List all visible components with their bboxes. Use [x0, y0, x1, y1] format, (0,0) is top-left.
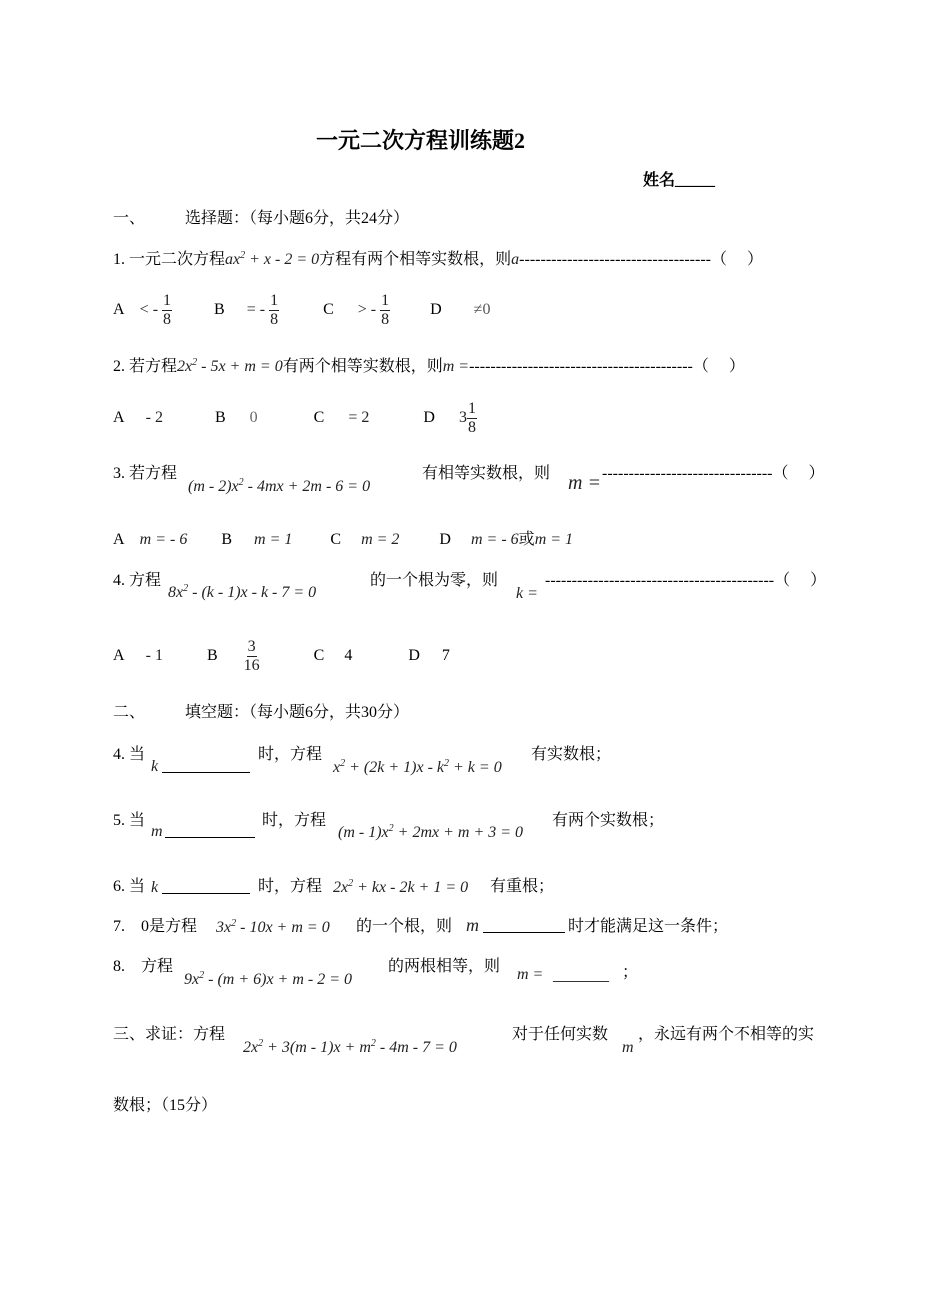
- q1-option-d-label: D: [430, 301, 442, 319]
- f8-mid: 的两根相等，则: [388, 958, 501, 975]
- q4-option-b-label: B: [207, 647, 218, 665]
- f7-prefix: 7. 0是方程: [113, 918, 198, 935]
- q4-option-a-value: - 1: [145, 647, 163, 665]
- f5-end: 有两个实数根；: [552, 812, 665, 829]
- f7-answer-blank[interactable]: [483, 916, 565, 933]
- q4-option-a-label: A: [113, 647, 124, 665]
- q4-option-c-value: 4: [344, 647, 353, 665]
- q3-option-a-value: m = - 6: [139, 531, 188, 548]
- q4-option-b-fraction: $\frac{3}{16}$: [243, 638, 260, 674]
- q1-equation: $ax^2 + x - 2 = 0$: [225, 250, 320, 268]
- section-3-equation: $2x^2 + 3(m - 1)x + m^2 - 4m - 7 = 0$: [243, 1038, 457, 1056]
- f4-variable-line: [151, 756, 250, 776]
- q3-text-line: [422, 464, 550, 484]
- section-2-number: 二、: [113, 704, 146, 721]
- q2-option-a-label: A: [113, 409, 124, 427]
- f4-end: 有实数根；: [531, 746, 612, 763]
- q4-option-d-value: 7: [441, 647, 450, 665]
- section-3-end: ，永远有两个不相等的实: [638, 1026, 815, 1043]
- q1-answer-paren: （ ）: [710, 251, 763, 268]
- q4-dashes: -------------------------------------------: [545, 572, 775, 589]
- q2-equation: $2x^2 - 5x + m = 0$: [177, 357, 283, 375]
- section-1-heading: 选择题：（每小题6分，共24分）: [185, 210, 410, 227]
- q3-text: 有相等实数根，则: [422, 465, 551, 482]
- f5-mid: 时，方程: [262, 812, 327, 829]
- f7-end: 时才能满足这一条件；: [568, 918, 729, 935]
- question-3: [113, 464, 177, 484]
- q2-option-b-label: B: [215, 409, 226, 427]
- q2-option-d-label: D: [423, 409, 435, 427]
- q3-prefix: 3. 若方程: [113, 465, 178, 482]
- f6-equation: $2x^2$ + kx - 2k + 1 = 0: [333, 878, 469, 896]
- q2-option-a-value: - 2: [145, 409, 163, 427]
- f4-answer-blank[interactable]: [162, 756, 250, 773]
- q4-equation: $8x^2 - (k - 1)x - k - 7 = 0$: [168, 583, 317, 601]
- q1-option-c-op: > -: [357, 301, 377, 319]
- f6-variable: k: [151, 879, 159, 896]
- f8-answer-blank[interactable]: _______: [553, 967, 609, 984]
- q2-answer-paren: （ ）: [692, 358, 745, 375]
- q4-tail: [545, 571, 826, 591]
- f4-prefix: 4. 当: [113, 746, 146, 763]
- q3-options: [113, 530, 573, 550]
- q3-answer-paren: （ ）: [772, 465, 825, 482]
- f7-equation: $3x^2 - 10x + m = 0$: [216, 918, 330, 936]
- question-1: [113, 250, 763, 270]
- f4-mid: 时，方程: [258, 746, 323, 763]
- q2-option-c-value: = 2: [348, 409, 370, 427]
- q4-option-c-label: C: [313, 647, 325, 665]
- q2-dashes: ------------------------------------------: [469, 358, 693, 375]
- q3-equation: $(m - 2)x^2 - 4mx + 2m - 6 = 0$: [188, 477, 371, 495]
- section-3-variable: m: [622, 1039, 634, 1056]
- name-field: 姓名_____: [643, 172, 716, 189]
- f8-prefix: 8. 方程: [113, 958, 174, 975]
- q3-option-d-value-2: m = 1: [534, 531, 574, 548]
- q2-option-d-fraction: $\frac{1}{8}$: [467, 400, 476, 436]
- f6-prefix: 6. 当: [113, 878, 146, 895]
- f6-mid: 时，方程: [258, 878, 323, 895]
- q3-tail: [602, 464, 825, 484]
- q2-text: 有两个相等实数根，则: [282, 358, 443, 375]
- q3-option-b-value: m = 1: [254, 531, 293, 548]
- q1-option-c-fraction: $\frac{1}{8}$: [381, 292, 390, 328]
- q1-options: [113, 292, 490, 329]
- f5-variable: m: [151, 823, 163, 840]
- f6-answer-blank[interactable]: [162, 877, 250, 894]
- f8-end: ；: [622, 964, 639, 981]
- f5-prefix: 5. 当: [113, 812, 146, 829]
- q3-option-a-label: A: [113, 531, 124, 548]
- q1-variable: a: [511, 251, 520, 268]
- f5-variable-line: [151, 821, 255, 841]
- f7-mid: 的一个根，则: [356, 918, 453, 935]
- q2-option-d-whole: 3: [458, 409, 467, 427]
- q3-option-b-label: B: [221, 531, 233, 548]
- q1-option-c-label: C: [323, 301, 334, 319]
- f7-variable: m: [466, 915, 479, 935]
- f5-answer-blank[interactable]: [165, 821, 255, 838]
- q1-option-a-label: A: [113, 301, 124, 319]
- q1-option-d-value: ≠0: [473, 301, 491, 319]
- f8-variable: m =: [517, 966, 544, 983]
- q3-option-d-or: 或: [518, 531, 535, 548]
- q3-option-c-label: C: [330, 531, 342, 548]
- q1-option-b-label: B: [214, 301, 225, 319]
- f4-equation: $x^2 + (2k + 1)x - k^2 + k = 0$: [333, 758, 502, 776]
- q4-answer-paren: （ ）: [774, 572, 827, 589]
- section-3-mid: 对于任何实数: [512, 1026, 609, 1043]
- q2-option-b-value: 0: [249, 409, 258, 427]
- q4-options: [113, 638, 450, 675]
- question-4: [113, 571, 161, 591]
- section-3-prefix: 三、求证：方程: [113, 1026, 226, 1043]
- f6-variable-line: [151, 877, 250, 897]
- q2-option-c-label: C: [313, 409, 325, 427]
- question-2: [113, 357, 745, 377]
- q4-prefix: 4. 方程: [113, 572, 162, 589]
- f4-variable: k: [151, 758, 159, 775]
- q4-variable: k =: [516, 585, 538, 602]
- section-1-number: 一、: [113, 210, 146, 227]
- q1-option-b-op: = -: [246, 301, 266, 319]
- q4-option-d-label: D: [408, 647, 420, 665]
- f5-equation: $(m - 1)x^2 + 2mx + m + 3 = 0$: [338, 823, 524, 841]
- q3-option-c-value: m = 2: [361, 531, 400, 548]
- q3-variable: m =: [568, 472, 601, 494]
- q1-prefix: 1. 一元二次方程: [113, 251, 226, 268]
- section-2-heading: 填空题：（每小题6分，共30分）: [185, 704, 410, 721]
- q2-options: [113, 400, 477, 437]
- q4-text: 的一个根为零，则: [370, 572, 499, 589]
- q1-option-b-fraction: $\frac{1}{8}$: [270, 292, 279, 328]
- q3-dashes: --------------------------------: [602, 465, 773, 482]
- q1-dashes: ------------------------------------: [519, 251, 711, 268]
- q3-option-d-label: D: [439, 531, 451, 548]
- document-title: 一元二次方程训练题2: [316, 128, 526, 153]
- q1-option-a-op: < -: [139, 301, 159, 319]
- section-3-line-2: 数根；（15分）: [113, 1097, 218, 1114]
- q1-text: 方程有两个相等实数根，则: [319, 251, 512, 268]
- f8-equation: $9x^2 - (m + 6)x + m - 2 = 0$: [184, 970, 353, 988]
- q3-option-d-value-1: m = - 6: [470, 531, 519, 548]
- f7-variable-line: [466, 915, 565, 936]
- q2-prefix: 2. 若方程: [113, 358, 178, 375]
- f6-end: 有重根；: [490, 878, 555, 895]
- q1-option-a-fraction: $\frac{1}{8}$: [163, 292, 172, 328]
- q2-variable: m =: [442, 358, 470, 375]
